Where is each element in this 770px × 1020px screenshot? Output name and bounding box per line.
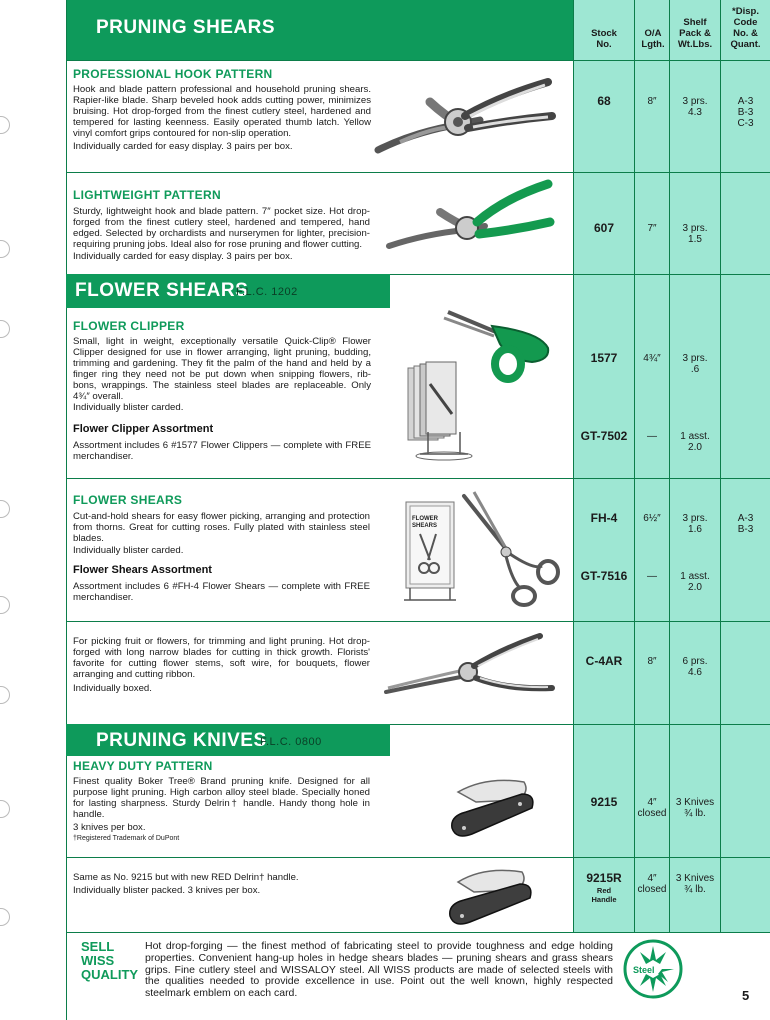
clipper-assortment-length: — [647, 431, 657, 442]
clipper-length: 4¾″ [643, 353, 661, 364]
lightweight-pattern-title: LIGHTWEIGHT PATTERN [73, 188, 221, 202]
c4ar-note: Individually boxed. [73, 683, 152, 694]
clipper-assortment-description: Assortment includes 6 #1577 Flower Clippers — complete with FREE merchandiser. [73, 440, 371, 462]
punch-hole [0, 240, 10, 258]
flower-shears-length: 6½″ [643, 513, 661, 524]
flower-shears-note: Individually blister carded. [73, 545, 184, 556]
lightweight-pattern-note: Individually carded for easy display. 3 pairs per box. [73, 251, 293, 262]
grid-line [66, 0, 67, 1020]
flower-shears-assortment-shelf-pack: 1 asst. 2.0 [680, 571, 710, 593]
lightweight-stock-number: 607 [593, 221, 615, 235]
c4ar-shears-image [384, 630, 556, 712]
hook-pruning-shears-image [370, 72, 560, 164]
hook-shelf-pack: 3 prs. 4.3 [682, 96, 708, 118]
hook-pattern-note: Individually carded for easy display. 3 pairs per box. [73, 141, 293, 152]
lightweight-shelf-pack: 3 prs. 1.5 [682, 223, 708, 245]
flower-shears-heading: FLOWER SHEARS [75, 280, 249, 301]
knife-length: 4″ closed [637, 797, 667, 819]
page-title: PRUNING SHEARS [96, 17, 276, 38]
steelmark-emblem [622, 938, 684, 1000]
grid-line [66, 60, 770, 61]
flower-shears-assortment-stock-number: GT-7516 [580, 569, 628, 583]
clipper-shelf-pack: 3 prs. .6 [682, 353, 708, 375]
red-knife-stock-number: 9215R [586, 871, 622, 885]
punch-hole [0, 686, 10, 704]
flower-shears-assortment-title: Flower Shears Assortment [73, 564, 212, 576]
grid-line [634, 0, 635, 932]
flower-clipper-image [400, 304, 560, 466]
flower-shears-title: FLOWER SHEARS [73, 493, 183, 507]
header-bar [66, 0, 573, 60]
heavy-duty-note: 3 knives per box. [73, 822, 146, 833]
heavy-duty-description: Finest quality Boker Tree® Brand pruning knife. Designed for all purpose light pruning. High carbon alloy steel blade. Specially honed for lasting sharpness. Sturdy Delrin† handle. Handy thong hole in handle. [73, 776, 370, 820]
grid-line [66, 857, 770, 858]
hook-stock-number: 68 [597, 94, 611, 108]
trademark-note: †Registered Trademark of DuPont [73, 835, 180, 842]
col-header-stock: Stock No. [591, 28, 617, 50]
lightweight-shears-image [385, 178, 555, 260]
red-knife-note: Individually blister packed. 3 knives per box. [73, 885, 261, 896]
punch-hole [0, 500, 10, 518]
footer-text: Hot drop-forging — the finest method of fabricating steel to provide toughness and edge holding properties. Convenient hang-up holes in hedge shears blades — pruning shears and grass shears grips. Fine cutlery steel and WISSALOY steel. All WISS products are made of selected steels with the qualities needed to provide excellence in use. Point out the well known, highly respected steelmark emblem on each card. [145, 940, 613, 1000]
col-header-oa: O/A Lgth. [641, 28, 665, 50]
c4ar-stock-number: C-4AR [585, 654, 623, 668]
red-knife-length: 4″ closed [637, 873, 667, 895]
hook-pattern-title: PROFESSIONAL HOOK PATTERN [73, 67, 273, 81]
lightweight-pattern-description: Sturdy, lightweight hook and blade pattern. 7″ pocket size. Hot drop-forged from the finest cutlery steel, hardened and tempered, hand edged. Selected by orchardists and nurserymen for lighter, precision-requiring pruning jobs. Ideal also for rose pruning and flower cutting. [73, 206, 370, 250]
flower-clipper-title: FLOWER CLIPPER [73, 319, 185, 333]
pruning-knives-flc: F.L.C. 0800 [260, 736, 322, 748]
knife-stock-number: 9215 [590, 795, 618, 809]
flower-clipper-description: Small, light in weight, exceptionally versatile Quick-Clip® Flower Clipper designed for use in flower arranging, light pruning, budding, trimming and gardening. They fit the palm of the hand and held by a finger ring they need not be put down when snipping flowers, rib-bons, wrappings. The stainless steel blades are replaceable. Only 4¾″ overall. [73, 336, 371, 402]
red-knife-shelf-pack: 3 Knives ¾ lb. [675, 873, 715, 895]
grid-line [720, 0, 721, 932]
card-label-line2: SHEARS [412, 523, 438, 529]
punch-hole [0, 320, 10, 338]
punch-hole [0, 800, 10, 818]
flower-shears-stock-number: FH-4 [590, 511, 618, 525]
grid-line [669, 0, 670, 932]
col-header-shelf-pack: Shelf Pack & Wt.Lbs. [677, 17, 713, 50]
red-knife-stock-sub: Red Handle [591, 886, 617, 904]
flower-shears-flc: F.L.C. 1202 [236, 286, 298, 298]
card-label-line1: FLOWER [412, 516, 438, 522]
flower-clipper-note: Individually blister carded. [73, 402, 184, 413]
red-knife-description: Same as No. 9215 but with new RED Delrin† handle. [73, 872, 299, 883]
hook-pattern-description: Hook and blade pattern professional and household pruning shears. Rapier-like blade. Sharp beveled hook adds cutting power, minimizes bruising. Hot drop-forged from the finest cutlery steel, hardened and tempered for lasting keenness. Easily operated thumb latch. Yellow vinyl comfort grips contoured for non-slip operation. [73, 84, 371, 139]
clipper-assortment-shelf-pack: 1 asst. 2.0 [680, 431, 710, 453]
grid-line [573, 0, 574, 932]
red-handle-knife-image [444, 862, 536, 928]
col-header-disp-code: *Disp. Code No. & Quant. [730, 6, 761, 50]
clipper-assortment-stock-number: GT-7502 [580, 429, 628, 443]
lightweight-length: 7″ [647, 223, 657, 234]
pruning-knife-image [446, 772, 538, 842]
hook-disp-code: A-3 B-3 C-3 [737, 96, 754, 129]
flower-shears-assortment-length: — [647, 571, 657, 582]
hook-length: 8″ [647, 96, 657, 107]
flower-shears-description: Cut-and-hold shears for easy flower picking, arranging and protection from thorns. Great for cutting roses. Fully plated with stainless steel blades. [73, 511, 370, 544]
pruning-knives-heading: PRUNING KNIVES [96, 730, 267, 751]
flower-shears-shelf-pack: 3 prs. 1.6 [682, 513, 708, 535]
emblem-label: Steel [633, 965, 655, 975]
clipper-stock-number: 1577 [590, 351, 618, 365]
flower-shears-bar [66, 274, 390, 308]
pruning-knives-bar [66, 724, 390, 756]
grid-line [66, 478, 770, 479]
punch-hole [0, 596, 10, 614]
flower-shears-assortment-description: Assortment includes 6 #FH-4 Flower Shears — complete with FREE merchandiser. [73, 581, 370, 603]
knife-shelf-pack: 3 Knives ¾ lb. [675, 797, 715, 819]
flower-shears-image [402, 490, 562, 615]
heavy-duty-title: HEAVY DUTY PATTERN [73, 759, 213, 773]
c4ar-length: 8″ [647, 656, 657, 667]
grid-line [66, 932, 770, 933]
grid-line [66, 621, 770, 622]
clipper-assortment-title: Flower Clipper Assortment [73, 423, 214, 435]
page-number: 5 [742, 988, 750, 1003]
flower-shears-disp-code: A-3 B-3 [737, 513, 754, 535]
sell-wiss-quality-brand: SELL WISS QUALITY [81, 939, 139, 982]
grid-line [66, 172, 770, 173]
c4ar-shelf-pack: 6 prs. 4.6 [682, 656, 708, 678]
spec-column-background [573, 0, 770, 932]
punch-hole [0, 116, 10, 134]
c4ar-description: For picking fruit or flowers, for trimming and light pruning. Hot drop-forged with long narrow blades for cutting in thick growth. Florists' favorite for cutting flower stems, soft wire, for bouquets, flower arranging and cutting ribbon. [73, 636, 370, 680]
punch-hole [0, 908, 10, 926]
